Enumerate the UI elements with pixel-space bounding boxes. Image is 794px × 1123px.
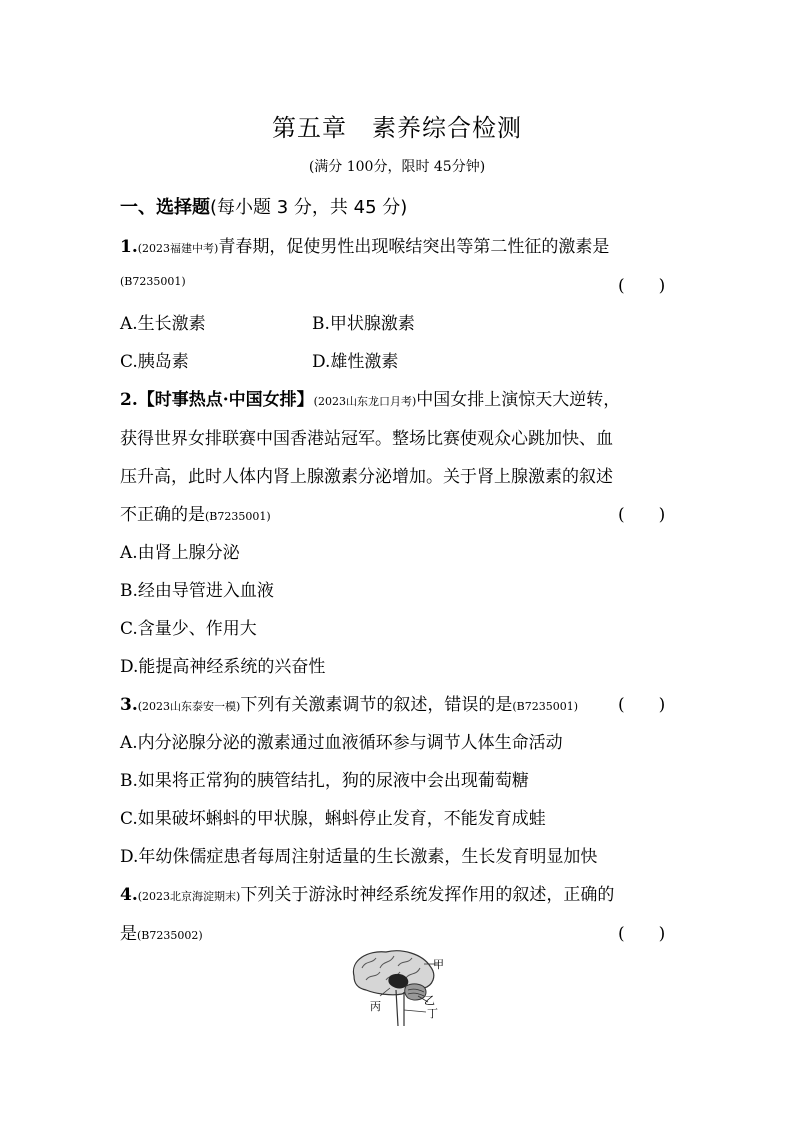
spinal-cord — [396, 990, 404, 1026]
question-2-line-3: 压升高，此时人体内肾上腺激素分泌增加。关于肾上腺激素的叙述 — [120, 467, 613, 487]
question-source: (2023北京海淀期末) — [137, 890, 241, 903]
question-text: 下列关于游泳时神经系统发挥作用的叙述，正确的 — [240, 885, 615, 905]
option-d[interactable]: D.雄性激素 — [312, 352, 399, 372]
cerebellum-shape — [405, 984, 426, 1000]
page-title: 第五章 素养综合检测 — [272, 114, 522, 142]
question-source: (2023山东龙口月考) — [313, 395, 417, 408]
section-label: 一、选择题 — [120, 197, 210, 218]
question-number: 4. — [120, 885, 138, 905]
question-code: (B7235001) — [205, 510, 271, 523]
section-heading — [120, 193, 407, 219]
page-subtitle: (满分 100分，限时 45分钟) — [308, 159, 486, 175]
option-c[interactable]: C.如果破坏蝌蚪的甲状腺，蝌蚪停止发育，不能发育成蛙 — [120, 809, 546, 829]
option-a[interactable]: A.内分泌腺分泌的激素通过血液循环参与调节人体生命活动 — [120, 733, 563, 753]
question-2-line-4 — [120, 500, 271, 525]
question-4-line-2 — [120, 919, 203, 944]
figure-label-yi: 乙 — [424, 994, 435, 1007]
question-2-line-2: 获得世界女排联赛中国香港站冠军。整场比赛使观众心跳加快、血 — [120, 429, 613, 449]
question-number: 1. — [120, 237, 138, 257]
option-a[interactable]: A.生长激素 — [120, 314, 206, 334]
question-code: (B7235001) — [512, 700, 578, 713]
question-4-stem — [120, 880, 614, 905]
answer-blank[interactable]: ( ) — [618, 695, 666, 715]
question-1-stem — [120, 232, 609, 257]
topic-tag: 【时事热点·中国女排】 — [137, 390, 314, 410]
option-b[interactable]: B.经由导管进入血液 — [120, 581, 274, 601]
question-3-stem — [120, 690, 578, 715]
option-a[interactable]: A.由肾上腺分泌 — [120, 543, 240, 563]
figure-label-ding: 丁 — [427, 1007, 438, 1020]
question-text: 下列有关激素调节的叙述，错误的是 — [240, 695, 513, 715]
question-text: 不正确的是 — [120, 505, 205, 525]
option-b[interactable]: B.甲状腺激素 — [312, 314, 415, 334]
section-note: (每小题 3 分，共 45 分) — [210, 197, 408, 218]
question-code: (B7235002) — [137, 929, 203, 942]
figure-label-bing: 丙 — [370, 1000, 381, 1013]
question-number: 2. — [120, 390, 138, 410]
option-d[interactable]: D.年幼侏儒症患者每周注射适量的生长激素，生长发育明显加快 — [120, 847, 598, 867]
answer-blank[interactable]: ( ) — [618, 505, 666, 525]
answer-blank[interactable]: ( ) — [618, 924, 666, 944]
figure-label-jia: 甲 — [433, 958, 444, 971]
option-d[interactable]: D.能提高神经系统的兴奋性 — [120, 657, 326, 677]
question-text: 是 — [120, 924, 137, 944]
option-c[interactable]: C.含量少、作用大 — [120, 619, 257, 639]
answer-blank[interactable]: ( ) — [618, 276, 666, 296]
question-text: 青春期，促使男性出现喉结突出等第二性征的激素是 — [218, 237, 610, 257]
question-2-stem — [120, 385, 620, 410]
question-text: 中国女排上演惊天大逆转， — [416, 390, 621, 410]
question-source: (2023山东泰安一模) — [137, 700, 241, 713]
question-code: (B7235001) — [120, 275, 186, 288]
option-c[interactable]: C.胰岛素 — [120, 352, 189, 372]
pointer-ding — [404, 1010, 426, 1012]
question-number: 3. — [120, 695, 138, 715]
option-b[interactable]: B.如果将正常狗的胰管结扎，狗的尿液中会出现葡萄糖 — [120, 771, 529, 791]
question-source: (2023福建中考) — [137, 242, 219, 255]
